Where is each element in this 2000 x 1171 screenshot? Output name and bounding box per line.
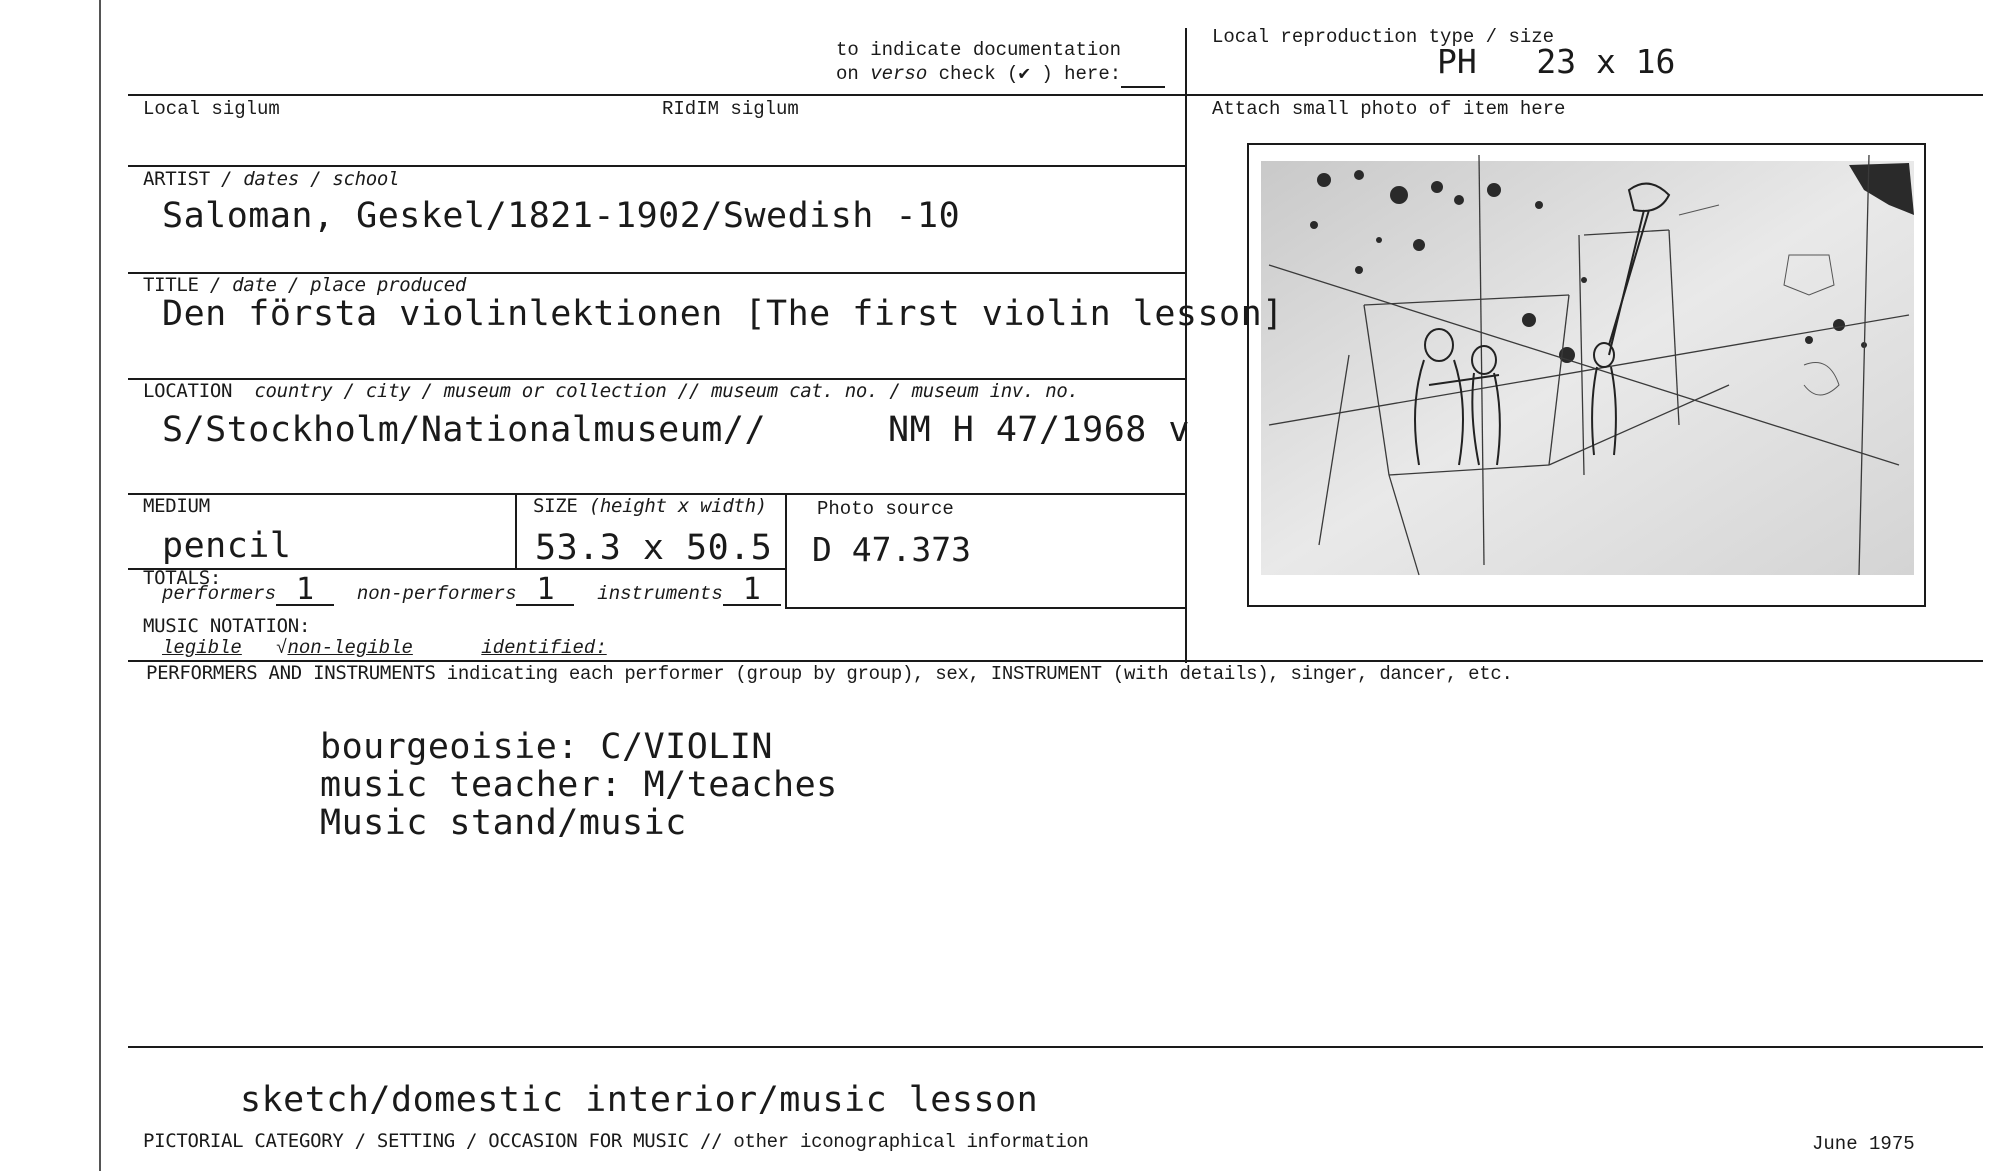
sketch-photo	[1247, 143, 1926, 607]
medium-label: MEDIUM	[143, 495, 210, 517]
notation-legible[interactable]: legible	[162, 637, 242, 659]
medium-divider	[515, 495, 517, 570]
size-divider	[785, 495, 787, 609]
rule-category	[128, 1046, 1983, 1048]
notation-label: MUSIC NOTATION:	[143, 615, 311, 637]
verso-blank[interactable]	[1121, 62, 1165, 88]
title-value: Den första violinlektionen [The first violin lesson]	[162, 294, 1284, 334]
totals-row: performers 1 non-performers 1 instruments 1	[162, 576, 781, 606]
sketch-image	[1249, 145, 1924, 605]
performer-line: music teacher: M/teaches	[320, 765, 838, 805]
instruments-count[interactable]: 1	[723, 576, 781, 606]
rule-siglum	[128, 165, 1185, 167]
location-inv: NM H 47/1968 v	[888, 410, 1191, 450]
category-value: sketch/domestic interior/music lesson	[240, 1080, 1039, 1120]
performer-line: Music stand/music	[320, 803, 687, 843]
performers-label: PERFORMERS AND INSTRUMENTS indicating each performer (group by group), sex, INSTRUMENT (with details), singer, dancer, etc.	[146, 662, 1513, 685]
photo-divider	[1185, 28, 1187, 663]
notation-row	[162, 637, 607, 659]
card-left-edge	[99, 0, 101, 1171]
verso-line-2: on verso check (✔ ) here:	[836, 62, 1165, 88]
verso-line-1: to indicate documentation	[836, 39, 1122, 61]
verso-note	[836, 38, 1165, 88]
category-label: PICTORIAL CATEGORY / SETTING / OCCASION FOR MUSIC // other iconographical information	[143, 1130, 1089, 1153]
title-translation: [The first violin lesson]	[744, 294, 1284, 334]
notation-check: √	[276, 637, 288, 659]
size-value: 53.3 x 50.5	[535, 528, 773, 568]
ridim-siglum-label: RIdIM siglum	[662, 98, 799, 120]
title-label: TITLE / date / place produced	[143, 274, 467, 296]
performer-line: bourgeoisie: C/VIOLIN	[320, 727, 774, 767]
artist-value: Saloman, Geskel/1821-1902/Swedish -10	[162, 196, 961, 236]
reproduction-label: Local reproduction type / size	[1212, 26, 1555, 48]
notation-identified[interactable]: identified:	[481, 637, 607, 659]
card-date: June 1975	[1812, 1133, 1915, 1155]
rule-totals	[785, 607, 1185, 609]
location-value: S/Stockholm/Nationalmuseum//	[162, 410, 767, 450]
performers-list	[320, 728, 838, 842]
medium-value: pencil	[162, 526, 292, 566]
check-mark-icon: ✔	[1018, 63, 1030, 85]
artist-label: ARTIST / dates / school	[143, 168, 400, 190]
size-label: SIZE (height x width)	[533, 495, 767, 517]
location-label: LOCATION country / city / museum or collection // museum cat. no. / museum inv. no.	[143, 380, 1079, 402]
notation-non-legible[interactable]: non-legible	[287, 637, 413, 659]
performers-count[interactable]: 1	[276, 576, 334, 606]
totals-label: TOTALS:	[143, 567, 221, 589]
reproduction-value: PH 23 x 16	[1437, 42, 1676, 81]
non-performers-count[interactable]: 1	[516, 576, 574, 606]
photo-source-label: Photo source	[817, 498, 954, 520]
photo-source-value: D 47.373	[812, 530, 971, 569]
rule-top	[128, 94, 1983, 96]
rule-medium	[128, 568, 785, 570]
local-siglum-label: Local siglum	[143, 98, 280, 120]
photo-attach-label: Attach small photo of item here	[1212, 98, 1566, 120]
